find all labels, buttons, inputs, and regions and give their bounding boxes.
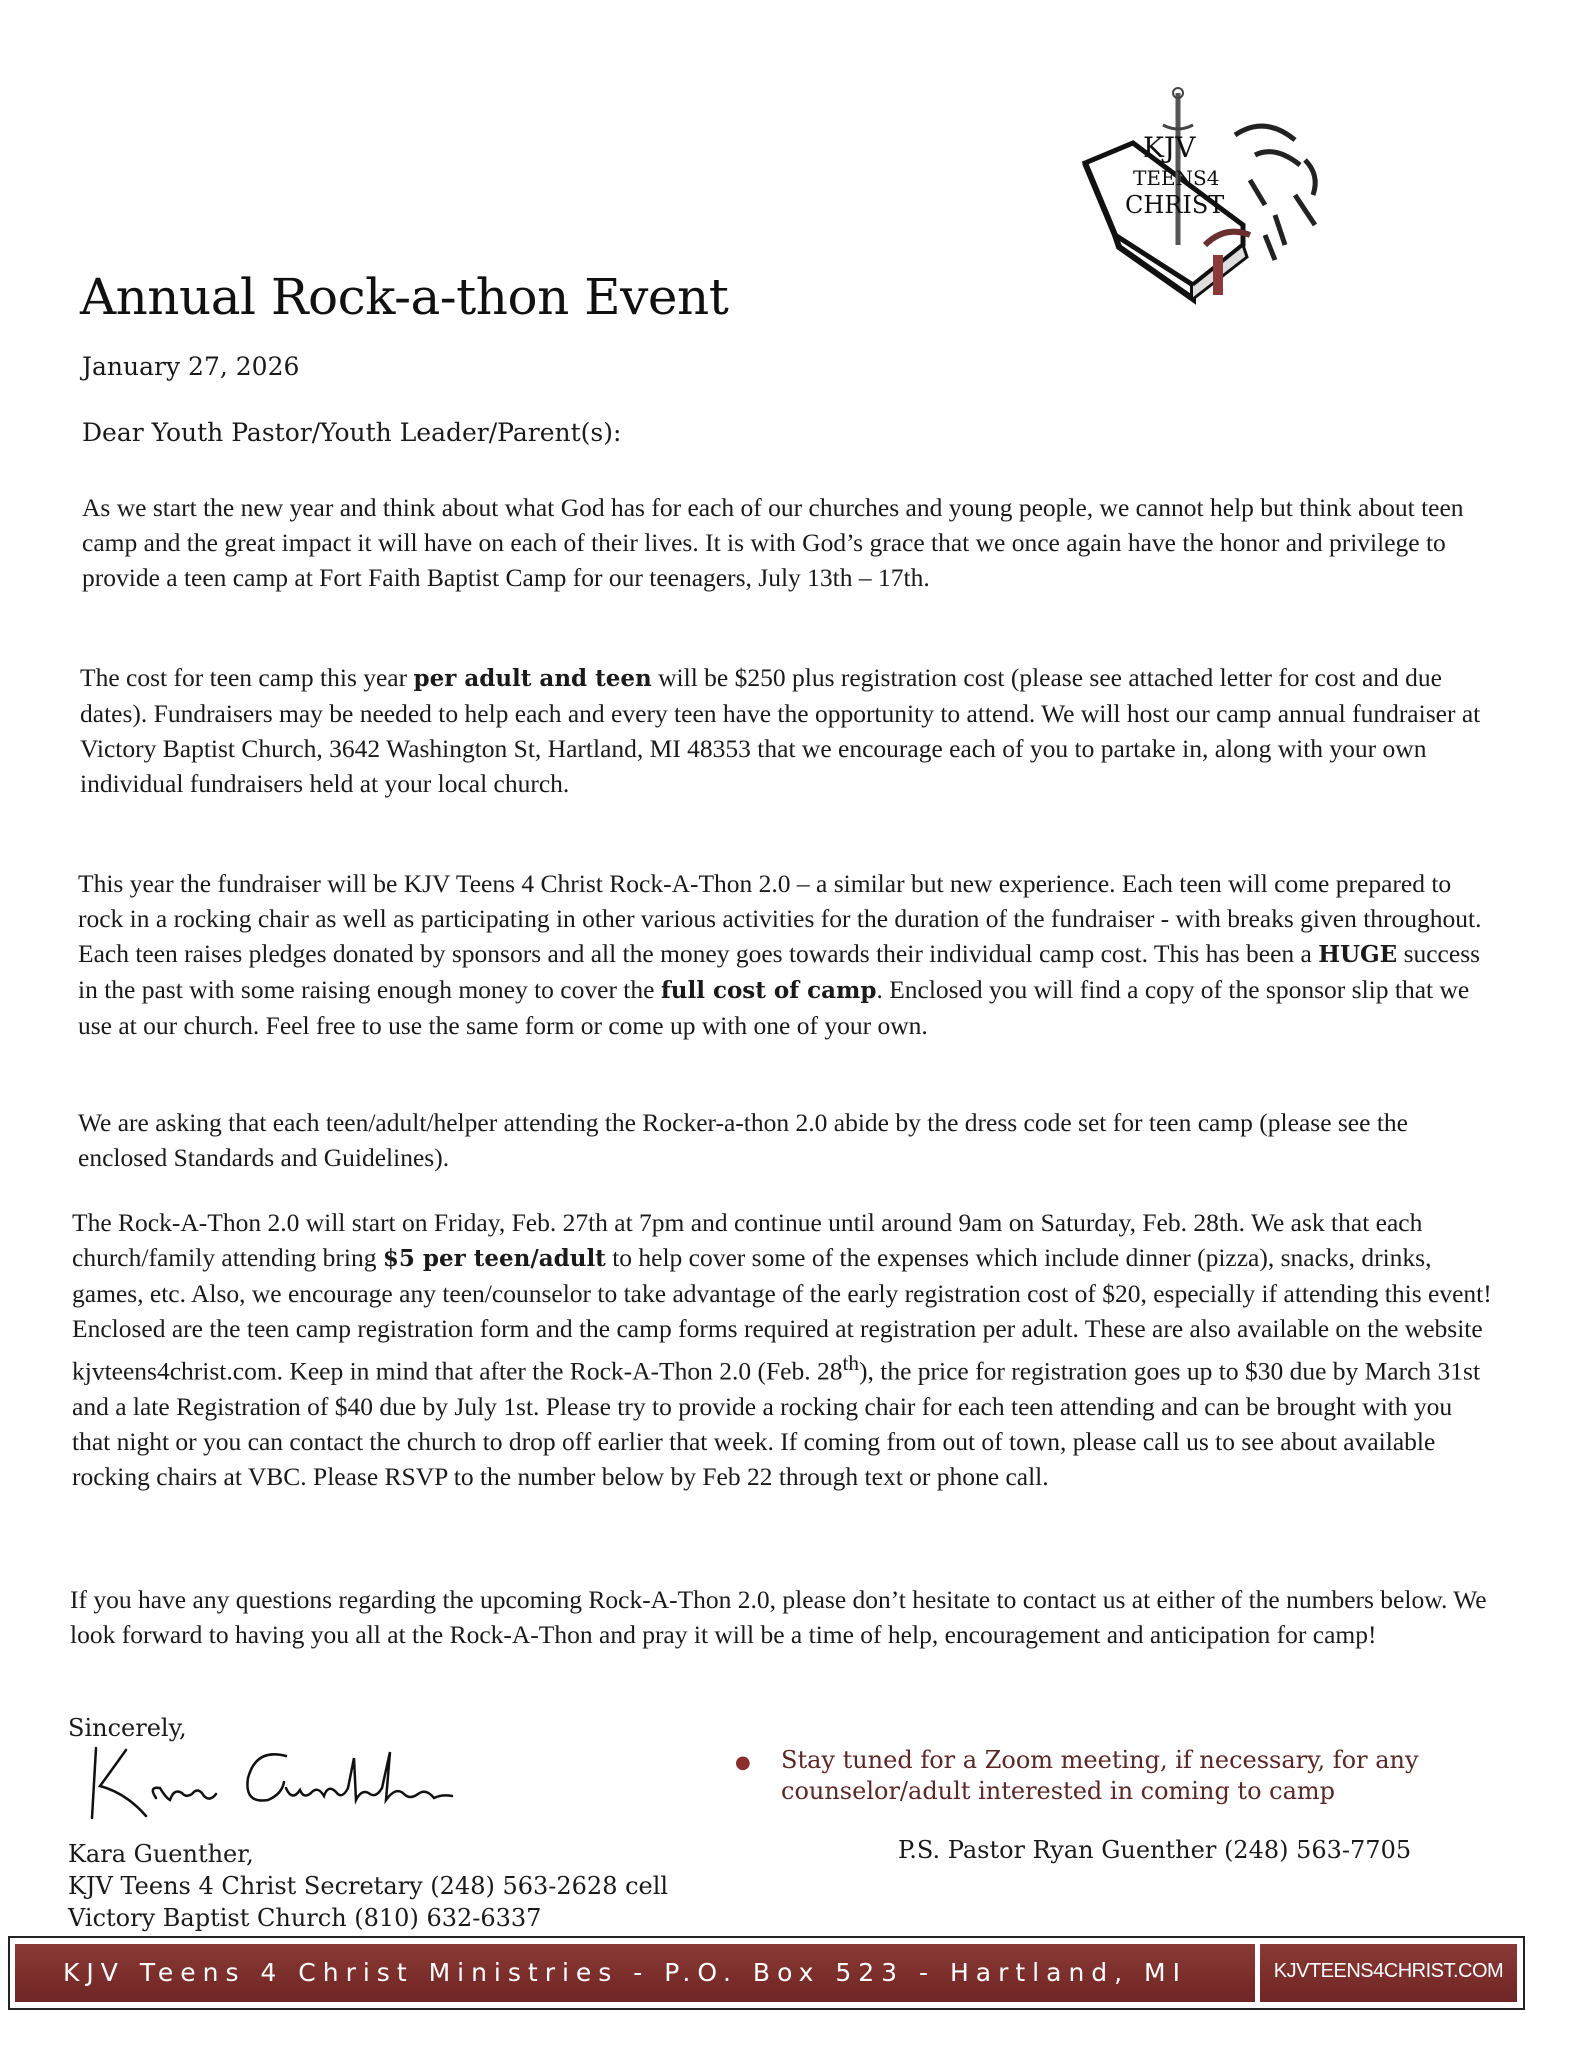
text-run: The cost for teen camp this year [80, 663, 414, 692]
letter-date: January 27, 2026 [82, 352, 300, 381]
signer-role-phone: KJV Teens 4 Christ Secretary (248) 563-2628 cell [68, 1872, 669, 1900]
ministry-logo [1075, 85, 1335, 325]
text-run: to help cover some of the expenses which include dinner (pizza), snacks, drinks, games, etc. Also, we encourage any teen/counselor to take advantage of the early registration cost of $20, especially if attending this event! Enclosed are the teen camp registration form and the camp forms required at registration per adult. These are also available on the website kjvteens4christ.com. Keep in mind that after the Rock-A-Thon 2.0 (Feb. 28 [72, 1243, 1492, 1386]
handwritten-signature [86, 1738, 506, 1828]
page-title: Annual Rock-a-thon Event [80, 268, 729, 326]
paragraph-intro: As we start the new year and think about what God has for each of our churches and young people, we cannot help but think about teen camp and the great impact it will have on each of their lives. It is with God’s grace that we once again have the honor and privilege to provide a teen camp at Fort Faith Baptist Camp for our teenagers, July 13th – 17th. [82, 493, 1464, 592]
paragraph-fundraiser [78, 866, 1498, 1043]
closing: Sincerely, [68, 1714, 187, 1742]
lion-icon [1235, 126, 1315, 260]
note-text: Stay tuned for a Zoom meeting, if necessary, for any counselor/adult interested in coming to camp [781, 1746, 1419, 1805]
bookmark-icon [1213, 255, 1223, 295]
paragraph-questions: If you have any questions regarding the upcoming Rock-A-Thon 2.0, please don’t hesitate to contact us at either of the numbers below. We look forward to having you all at the Rock-A-Thon and pray it will be a time of help, encouragement and anticipation for camp! [70, 1585, 1487, 1649]
footer-address: KJV Teens 4 Christ Ministries - P.O. Box 523 - Hartland, MI [15, 1944, 1255, 2002]
postscript-contact: P.S. Pastor Ryan Guenther (248) 563-7705 [898, 1836, 1412, 1864]
logo-graphic [1075, 85, 1335, 325]
bullet-icon: ● [735, 1752, 751, 1773]
church-phone: Victory Baptist Church (810) 632-6337 [68, 1904, 542, 1932]
text-run: success in the past with some raising enough money to cover the [78, 939, 1481, 1004]
signature-graphic [86, 1738, 506, 1828]
bold-text: full cost of camp [660, 977, 877, 1004]
bold-text: HUGE [1318, 941, 1398, 968]
footer-website-link[interactable]: KJVTEENS4CHRIST.COM [1260, 1944, 1517, 2002]
text-run: ), the price for registration goes up to $30 due by March 31st and a late Registration of $40 due by July 1st. Please try to provide a rocking chair for each teen attending and can be brought with you that night or you can contact the church to drop off earlier that week. If coming from out of town, please call us to see about available rocking chairs at VBC. Please RSVP to the number below by Feb 22 through text or phone call. [72, 1356, 1481, 1491]
paragraph-dress-code: We are asking that each teen/adult/helper attending the Rocker-a-thon 2.0 abide by the dress code set for teen camp (please see the enclosed Standards and Guidelines). [78, 1108, 1408, 1172]
text-run: . Enclosed you will find a copy of the sponsor slip that we use at our church. Feel free to use the same form or come up with one of your own. [78, 975, 1470, 1040]
salutation: Dear Youth Pastor/Youth Leader/Parent(s): [82, 418, 622, 447]
text-run: The Rock-A-Thon 2.0 will start on Friday, Feb. 27th at 7pm and continue until around 9am on Saturday, Feb. 28th. We ask that each church/family attending bring [72, 1208, 1423, 1272]
logo-text-kjv: KJV [1143, 131, 1196, 164]
signer-name: Kara Guenther, [68, 1840, 254, 1868]
logo-text-teens: TEENS4 [1133, 166, 1220, 190]
text-run: This year the fundraiser will be KJV Teens 4 Christ Rock-A-Thon 2.0 – a similar but new experience. Each teen will come prepared to rock in a rocking chair as well as participating in other various activities for the duration of the fundraiser - with breaks given throughout. Each teen raises pledges donated by sponsors and all the money goes towards their individual camp cost. This has been a [78, 869, 1482, 968]
logo-text-christ: CHRIST [1125, 191, 1225, 219]
bold-text: per adult and teen [413, 665, 652, 692]
signer-block [68, 1838, 668, 1934]
text-run: will be $250 plus registration cost (please see attached letter for cost and due dates). Fundraisers may be needed to help each and every teen have the opportunity to attend. We will host our camp annual fundraiser at Victory Baptist Church, 3642 Washington St, Hartland, MI 48353 that we encourage each of you to partake in, along with your own individual fundraisers held at your local church. [80, 663, 1481, 798]
superscript: th [842, 1351, 860, 1375]
bold-text: $5 per teen/adult [382, 1245, 606, 1272]
footer-banner [8, 1936, 1525, 2010]
paragraph-cost [80, 660, 1500, 801]
zoom-meeting-note [735, 1745, 1471, 1807]
paragraph-schedule [72, 1205, 1492, 1494]
